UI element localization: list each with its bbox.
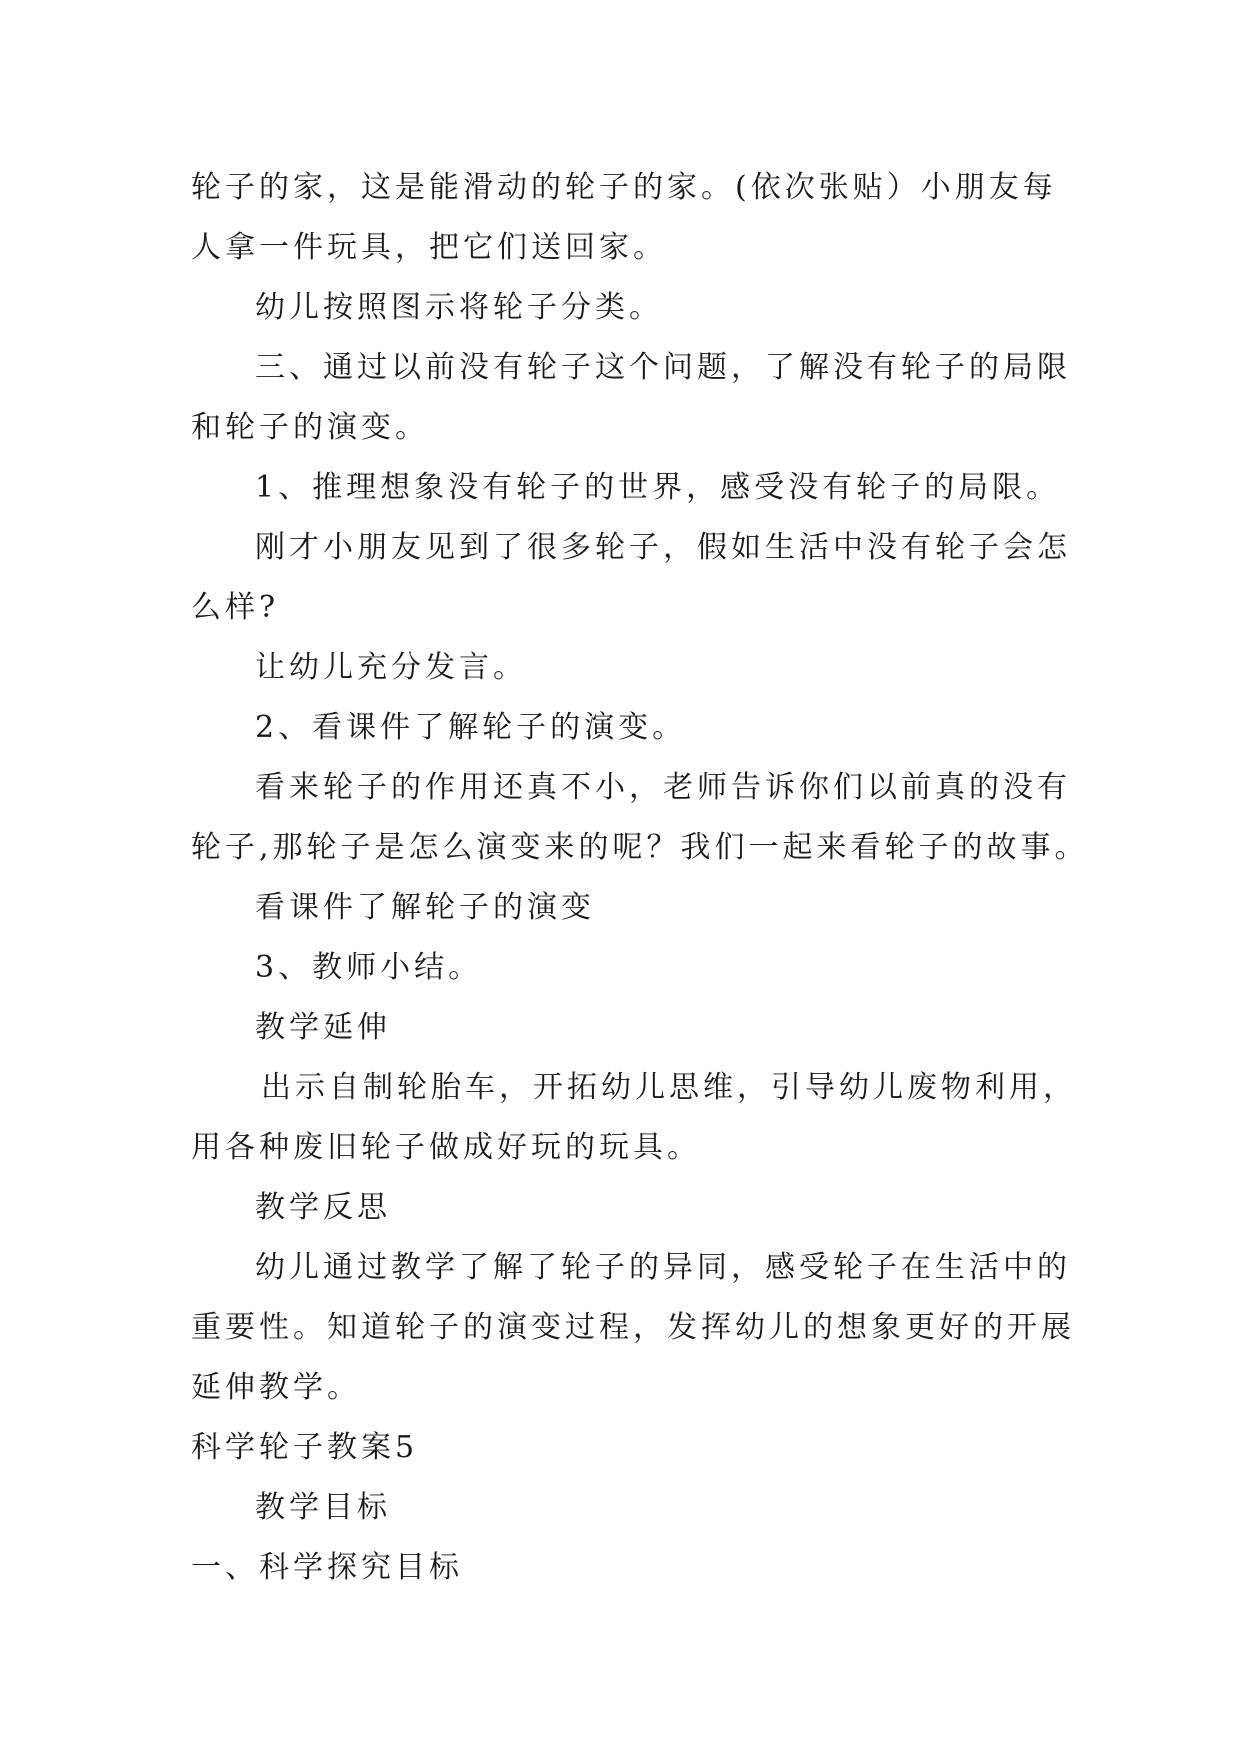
paragraph-line: 出示自制轮胎车，开拓幼儿思维，引导幼儿废物利用， xyxy=(261,1070,1077,1105)
section-heading: 一、科学探究目标 xyxy=(191,1550,463,1585)
document-title: 科学轮子教案5 xyxy=(191,1430,419,1465)
paragraph-line: 么样? xyxy=(191,590,280,625)
paragraph-line: 看来轮子的作用还真不小，老师告诉你们以前真的没有 xyxy=(255,770,1071,805)
document-body xyxy=(191,158,1089,1598)
subsection-heading: 教学延伸 xyxy=(255,1010,391,1045)
paragraph-line: 延伸教学。 xyxy=(191,1370,361,1405)
step-heading: 3、教师小结。 xyxy=(255,950,483,985)
step-heading: 1、推理想象没有轮子的世界，感受没有轮子的局限。 xyxy=(255,470,1061,505)
subsection-heading: 教学目标 xyxy=(255,1490,391,1525)
paragraph-line: 刚才小朋友见到了很多轮子，假如生活中没有轮子会怎 xyxy=(255,530,1071,565)
paragraph-line: 看课件了解轮子的演变 xyxy=(255,890,595,925)
paragraph-line: 重要性。知道轮子的演变过程，发挥幼儿的想象更好的开展 xyxy=(191,1310,1075,1345)
paragraph-line: 和轮子的演变。 xyxy=(191,410,429,445)
section-heading: 三、通过以前没有轮子这个问题，了解没有轮子的局限 xyxy=(255,350,1071,385)
step-heading: 2、看课件了解轮子的演变。 xyxy=(255,710,687,745)
paragraph-line: 人拿一件玩具，把它们送回家。 xyxy=(191,230,667,265)
paragraph-line: 轮子的家，这是能滑动的轮子的家。(依次张贴）小朋友每 xyxy=(191,170,1057,205)
paragraph-line: 幼儿按照图示将轮子分类。 xyxy=(255,290,663,325)
paragraph-line: 轮子,那轮子是怎么演变来的呢？我们一起来看轮子的故事。 xyxy=(191,830,1089,865)
subsection-heading: 教学反思 xyxy=(255,1190,391,1225)
paragraph-line: 用各种废旧轮子做成好玩的玩具。 xyxy=(191,1130,701,1165)
paragraph-line: 让幼儿充分发言。 xyxy=(255,650,527,685)
paragraph-line: 幼儿通过教学了解了轮子的异同，感受轮子在生活中的 xyxy=(255,1250,1071,1285)
